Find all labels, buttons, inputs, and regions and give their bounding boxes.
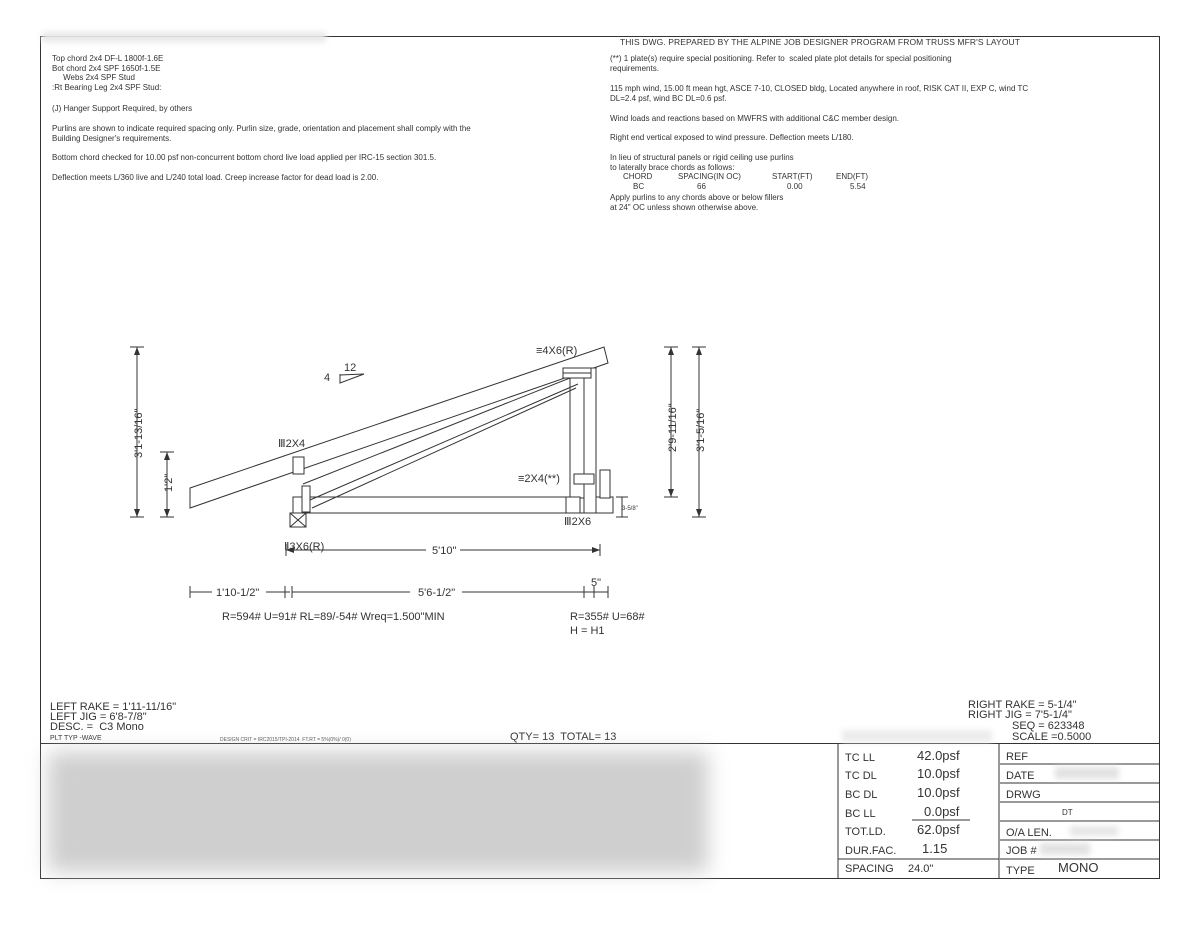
dim-right-outer: 3'1-5/16" [695,408,707,452]
redacted-job [1040,843,1090,855]
purlin-header-chord: CHORD [623,172,653,181]
dim-small: 3-5/8" [622,506,638,512]
plate-right-web-label: ≡2X4(**) [518,473,560,485]
deflection-note: Deflection meets L/360 live and L/240 total load. Creep increase factor for dead load is 2.00. [52,173,379,182]
oa-len-label: O/A LEN. [1006,827,1052,839]
right-jig: RIGHT JIG = 7'5-1/4" [968,709,1072,721]
dur-fac-value: 1.15 [922,841,948,856]
wind-note: 115 mph wind, 15.00 ft mean hgt, ASCE 7-10, CLOSED bldg, Located anywhere in roof, RISK CAT II, EXP C, wind TC DL=2.4 psf, wind BC DL=0.6 psf. [610,84,1029,103]
type-value: MONO [1058,860,1099,875]
seq: SEQ = 623348 [1012,720,1085,732]
reaction-right-h: H = H1 [570,625,605,637]
pitch-rise: 12 [344,362,357,374]
pitch-run: 4 [324,372,331,384]
bc-ll-label: BC LL [845,808,876,820]
dim-end: 5" [591,577,602,589]
purlin-row-end: 5.54 [850,182,866,191]
reaction-right: R=355# U=68# [570,611,645,623]
date-label: DATE [1006,770,1035,782]
plates-note: (**) 1 plate(s) require special positioning. Refer to scaled plate plot details for special positioning requirements. [610,54,952,73]
right-rake: RIGHT RAKE = 5-1/4" [968,699,1077,711]
apply-note: Apply purlins to any chords above or below fillers at 24" OC unless shown otherwise above. [610,193,784,212]
purlins-note: Purlins are shown to indicate required spacing only. Purlin size, grade, orientation and placement shall comply with the Building Designer's requirements. [52,124,471,143]
purlin-row-chord: BC [633,182,645,191]
purlin-header-start: START(FT) [772,172,813,181]
plt-typ: PLT TYP -WAVE [50,735,102,742]
bc-ll-value: 0.0psf [924,804,960,819]
purlin-header-spacing: SPACING(IN OC) [678,172,741,181]
lumber-note: Top chord 2x4 DF-L 1800f-1.6E Bot chord 2x4 SPF 1650f-1.5E Webs 2x4 SPF Stud :Rt Bearing Leg 2x4 SPF Stud: [52,54,164,92]
bottom-chord-note: Bottom chord checked for 10.00 psf non-concurrent bottom chord live load applied per IRC-15 section 301.5. [52,153,437,162]
plate-left-web-label: Ⅲ2X4 [278,438,306,450]
type-label: TYPE [1006,865,1035,877]
plate-bottom-left-label: Ⅱ3X6(R) [284,541,325,553]
desc: DESC. = C3 Mono [50,721,144,733]
dim-left-height: 3'1-13/16" [133,408,145,458]
tc-dl-value: 10.0psf [917,766,960,781]
purlin-row-start: 0.00 [787,182,803,191]
lieu-note: In lieu of structural panels or rigid ceiling use purlins to laterally brace chords as follows: [610,153,794,172]
bc-dl-value: 10.0psf [917,785,960,800]
tot-ld-value: 62.0psf [917,822,960,837]
plate-top-label: ≡4X6(R) [536,345,578,357]
tc-ll-value: 42.0psf [917,748,960,763]
dim-right-inner: 2'9-11/16" [667,403,679,452]
tot-ld-label: TOT.LD. [845,826,886,838]
left-rake: LEFT RAKE = 1'11-11/16" [50,701,177,713]
ref-label: REF [1006,751,1028,763]
design-crit: DESIGN CRIT = IRC2015/TPI-2014 FT.RT = 5%(0%)/ 0(0) [220,737,351,743]
tc-ll-label: TC LL [845,752,875,764]
prepared-by-header: THIS DWG. PREPARED BY THE ALPINE JOB DESIGNER PROGRAM FROM TRUSS MFR'S LAYOUT [620,37,1021,47]
dur-fac-row-label: DUR.FAC. [845,845,897,857]
redacted-oa-len [1070,826,1118,836]
plate-bottom-right-label: Ⅲ2X6 [564,516,592,528]
bc-dl-label: BC DL [845,789,878,801]
tc-dl-label: TC DL [845,770,877,782]
dt-value: DT [1062,808,1073,817]
job-label: JOB # [1006,845,1037,857]
hanger-note: (J) Hanger Support Required, by others [52,104,193,113]
purlin-header-end: END(FT) [836,172,868,181]
spacing-value: 24.0" [908,863,934,875]
wind-loads-note: Wind loads and reactions based on MWFRS with additional C&C member design. [610,114,900,123]
dim-panel: 5'6-1/2" [418,587,456,599]
purlin-row-spacing: 66 [697,182,706,191]
dim-overhang: 1'10-1/2" [216,587,260,599]
right-end-note: Right end vertical exposed to wind pressure. Deflection meets L/180. [610,133,854,142]
qty-total: QTY= 13 TOTAL= 13 [510,731,617,743]
dim-left-heel: 1'2" [163,473,175,492]
left-jig: LEFT JIG = 6'8-7/8" [50,711,147,723]
dim-span: 5'10" [432,545,457,557]
reaction-left: R=594# U=91# RL=89/-54# Wreq=1.500"MIN [222,611,445,623]
spacing-label: SPACING [845,863,894,875]
scale: SCALE =0.5000 [1012,731,1092,743]
drwg-label: DRWG [1006,789,1041,801]
redacted-date [1055,767,1119,779]
